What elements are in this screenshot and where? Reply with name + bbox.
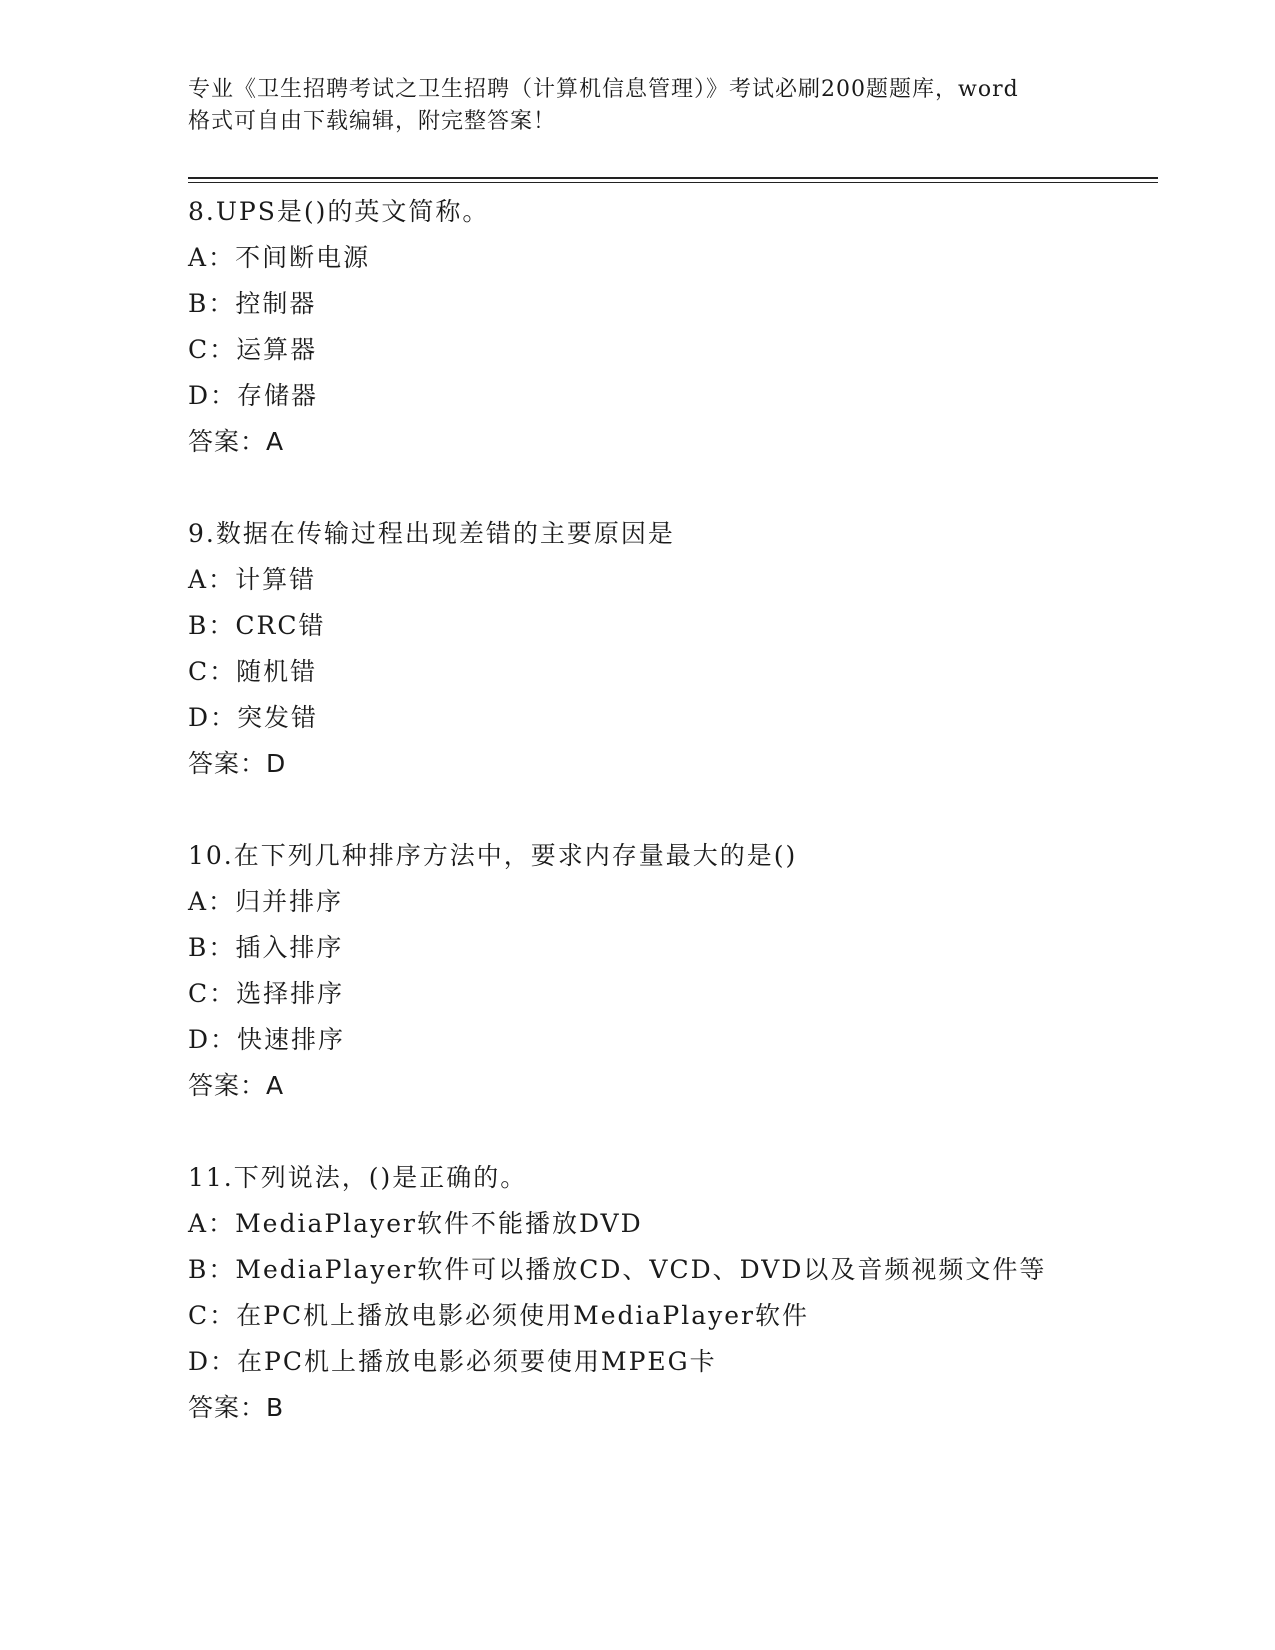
option-text: 控制器 [235, 289, 317, 318]
header-line-1: 专业《卫生招聘考试之卫生招聘（计算机信息管理）》考试必刷200题题库，word [188, 77, 1019, 102]
option-text: CRC错 [235, 611, 326, 640]
question-stem: 11.下列说法，()是正确的。 [188, 1163, 528, 1192]
option-key: D： [188, 1347, 238, 1376]
question-stem: 9.数据在传输过程出现差错的主要原因是 [188, 519, 675, 548]
option-key: D： [188, 381, 238, 410]
option-text: 在PC机上播放电影必须要使用MPEG卡 [237, 1347, 717, 1376]
option-d [188, 1339, 1158, 1385]
option-text: MediaPlayer软件不能播放DVD [235, 1209, 643, 1238]
question-stem: 8.UPS是()的英文简称。 [188, 197, 490, 226]
answer-line: 答案：D [188, 749, 287, 778]
option-key: B： [188, 611, 236, 640]
option-text: 在PC机上播放电影必须使用MediaPlayer软件 [236, 1301, 809, 1330]
option-key: C： [188, 335, 237, 364]
option-text: 运算器 [236, 335, 318, 364]
question-11 [188, 1155, 1158, 1431]
option-key: A： [188, 1209, 236, 1238]
option-key: A： [188, 243, 236, 272]
option-c [188, 1293, 1158, 1339]
answer-line: 答案：A [188, 427, 285, 456]
option-c [188, 327, 1158, 373]
header-divider-thick [188, 177, 1158, 179]
option-key: D： [188, 1025, 238, 1054]
header-line-2: 格式可自由下载编辑，附完整答案！ [188, 109, 557, 134]
option-c [188, 649, 1158, 695]
option-key: A： [188, 565, 236, 594]
option-text: 插入排序 [235, 933, 344, 962]
option-a [188, 1201, 1158, 1247]
option-key: C： [188, 979, 237, 1008]
option-text: 归并排序 [235, 887, 344, 916]
option-key: B： [188, 289, 236, 318]
question-9 [188, 511, 1158, 787]
option-c [188, 971, 1158, 1017]
option-key: B： [188, 933, 236, 962]
option-text: 选择排序 [236, 979, 345, 1008]
option-text: 存储器 [237, 381, 319, 410]
question-stem: 10.在下列几种排序方法中，要求内存量最大的是() [188, 841, 798, 870]
option-b [188, 281, 1158, 327]
answer-line: 答案：B [188, 1393, 285, 1422]
option-b [188, 925, 1158, 971]
option-text: 随机错 [236, 657, 318, 686]
question-10 [188, 833, 1158, 1109]
option-key: C： [188, 657, 237, 686]
option-d [188, 1017, 1158, 1063]
option-text: MediaPlayer软件可以播放CD、VCD、DVD以及音频视频文件等 [235, 1255, 1047, 1284]
option-key: C： [188, 1301, 237, 1330]
option-text: 突发错 [237, 703, 319, 732]
question-8 [188, 189, 1158, 465]
header-divider-thin [188, 182, 1158, 183]
option-key: B： [188, 1255, 236, 1284]
option-text: 计算错 [235, 565, 317, 594]
option-text: 快速排序 [237, 1025, 346, 1054]
option-text: 不间断电源 [235, 243, 371, 272]
question-list [188, 189, 1158, 1477]
document-header [188, 74, 1088, 138]
option-key: A： [188, 887, 236, 916]
option-b [188, 603, 1158, 649]
option-d [188, 695, 1158, 741]
option-a [188, 879, 1158, 925]
answer-line: 答案：A [188, 1071, 285, 1100]
option-d [188, 373, 1158, 419]
option-b [188, 1247, 1158, 1293]
option-a [188, 557, 1158, 603]
option-a [188, 235, 1158, 281]
option-key: D： [188, 703, 238, 732]
